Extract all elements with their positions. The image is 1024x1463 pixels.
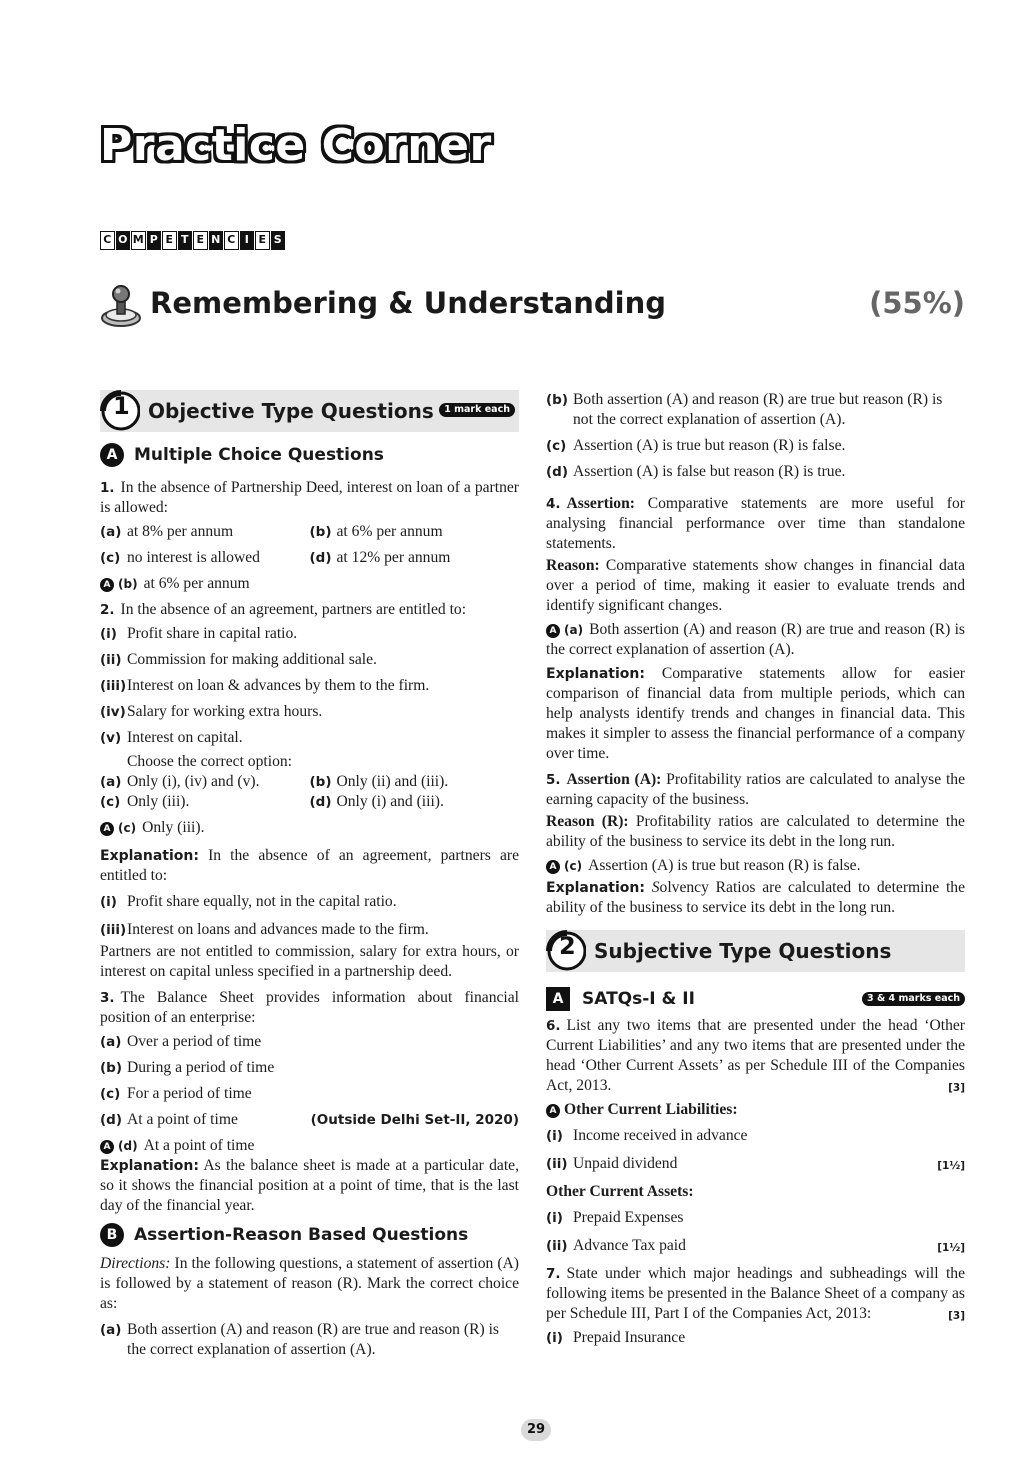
option (100, 1032, 519, 1052)
item-text: Unpaid dividend (573, 1155, 678, 1172)
option-text: Both assertion (A) and reason (R) are true but reason (R) is not the correct explanation of assertion (A). (573, 391, 943, 428)
options-row (100, 792, 519, 812)
explanation-label: Explanation: (100, 1158, 199, 1174)
item-text: Salary for working extra hours. (127, 703, 323, 720)
question-number: 2. (100, 602, 115, 618)
answer-tag: (c) (564, 859, 583, 873)
list-item (100, 702, 519, 722)
option-text: Only (i), (iv) and (v). (127, 773, 260, 790)
answer-text: Both assertion (A) and reason (R) are true and reason (R) is the correct explanation of assertion (A). (546, 621, 965, 658)
question-number: 4. (546, 496, 561, 512)
question-text: The Balance Sheet provides information about financial position of an enterprise: (100, 989, 519, 1026)
mcq-subheader (100, 442, 519, 468)
objective-section-header (100, 390, 519, 432)
satq-subheader (546, 986, 965, 1012)
marks-label: [3] (948, 1310, 965, 1322)
competency-letter: P (147, 231, 162, 250)
list-item (100, 624, 519, 644)
explanation-text: In the absence of an agreement, partners are entitled to: (100, 847, 519, 884)
question-text: List any two items that are presented under the head ‘Other Current Liabilities’ and any two items that are presented under the head ‘Other Current Assets’ as per Schedule III of the Companies Act, 2013. (546, 1017, 965, 1094)
item-text: Commission for making additional sale. (127, 651, 377, 668)
option-text: At a point of time (127, 1111, 238, 1128)
marks-badge: 1 mark each (439, 403, 515, 417)
answer-text: At a point of time (143, 1137, 255, 1154)
subsection-letter: B (100, 1223, 124, 1247)
option (100, 1084, 519, 1104)
competency-letter: T (178, 231, 193, 250)
item-text: Profit share in capital ratio. (127, 625, 298, 642)
marks-label: [1½] (937, 1160, 965, 1172)
question-number: 1. (100, 480, 115, 496)
competency-letter: M (131, 231, 146, 250)
subsection-letter: A (100, 443, 124, 467)
subsection-title: SATQs-I & II (582, 989, 695, 1009)
item-tag: (iii) (100, 678, 127, 694)
answer (546, 856, 965, 876)
competency-letter: E (162, 231, 177, 250)
section-number: 1 (113, 392, 130, 420)
answer (546, 620, 965, 660)
option-text: Only (i) and (iii). (336, 793, 444, 810)
answer-icon: A (546, 860, 560, 874)
answer-icon: A (546, 1104, 560, 1118)
reason-text: Profitability ratios are calculated to determine the ability of the business to service its debt in the long run. (546, 813, 965, 850)
question-4 (546, 494, 965, 554)
option-text: Assertion (A) is true but reason (R) is false. (573, 437, 846, 454)
explanation-label: Explanation: (546, 666, 645, 682)
option-tag: (a) (100, 774, 122, 790)
page-number: 29 (521, 1419, 551, 1441)
item-text: Advance Tax paid (573, 1237, 686, 1254)
question-source: (Outside Delhi Set-II, 2020) (310, 1112, 519, 1128)
option-tag: (b) (309, 524, 332, 540)
answer-icon: A (546, 624, 560, 638)
list-item (100, 676, 519, 696)
option-tag: (c) (100, 550, 121, 566)
item-text: Prepaid Expenses (573, 1209, 684, 1226)
options-row (100, 522, 519, 542)
option-tag: (a) (100, 1034, 122, 1050)
section-title: Subjective Type Questions (594, 939, 892, 963)
list-item (546, 1236, 965, 1258)
section-number-badge (100, 390, 140, 432)
option-text: Assertion (A) is false but reason (R) is true. (573, 463, 846, 480)
marks-label: [3] (948, 1082, 965, 1094)
answer-heading: Other Current Liabilities: (564, 1101, 738, 1118)
option-tag: (b) (100, 1060, 123, 1076)
option-tag: (c) (100, 794, 121, 810)
answer-tag: (c) (118, 821, 137, 835)
competency-letter: C (224, 231, 239, 250)
item-tag: (i) (546, 1128, 563, 1144)
option (546, 436, 965, 456)
answer (100, 574, 519, 594)
option-text: Both assertion (A) and reason (R) are true and reason (R) is the correct explanation of assertion (A). (127, 1321, 499, 1358)
explanation (100, 846, 519, 886)
answer-tag: (a) (564, 623, 584, 637)
option-tag: (a) (100, 524, 122, 540)
subjective-section-header (546, 930, 965, 972)
assertion-text: Profitability ratios are calculated to analyse the earning capacity of the business. (546, 771, 965, 808)
competency-letter: O (116, 231, 131, 250)
question-number: 3. (100, 990, 115, 1006)
option (546, 462, 965, 482)
assertion-reason-subheader (100, 1222, 519, 1248)
reason (546, 812, 965, 852)
question-1 (100, 478, 519, 518)
assertion-text: Comparative statements are more useful for analysing financial performance over time than standalone statements. (546, 495, 965, 552)
item-text: Interest on loans and advances made to the firm. (127, 921, 429, 938)
option (100, 1110, 519, 1130)
item-tag: (i) (546, 1330, 563, 1346)
competency-letter: E (193, 231, 208, 250)
option-tag: (d) (546, 464, 569, 480)
question-3 (100, 988, 519, 1028)
reason-label: Reason (R): (546, 813, 629, 830)
option-text: Over a period of time (127, 1033, 262, 1050)
option-text: Only (ii) and (iii). (336, 773, 449, 790)
competency-letter: N (209, 231, 224, 250)
question-text: State under which major headings and subheadings will the following items be presented in the Balance Sheet of a company as per Schedule III, Part I of the Companies Act, 2013: (546, 1265, 965, 1322)
competency-letter: S (271, 231, 286, 250)
brain-bulb-icon (100, 282, 142, 328)
answer-text: Assertion (A) is true but reason (R) is false. (588, 857, 861, 874)
option-tag: (b) (309, 774, 332, 790)
question-number: 7. (546, 1266, 561, 1282)
item-tag: (i) (546, 1210, 563, 1226)
assertion-label: Assertion (A): (566, 771, 662, 788)
competency-title: Remembering & Understanding (150, 286, 667, 320)
left-column (100, 390, 519, 1366)
competency-letter: C (100, 231, 115, 250)
assertion-label: Assertion: (566, 495, 635, 512)
item-text: Prepaid Insurance (573, 1329, 686, 1346)
option-tag: (d) (309, 550, 332, 566)
option-tag: (b) (546, 392, 569, 408)
item-text: Interest on loan & advances by them to the firm. (127, 677, 430, 694)
option-text: at 12% per annum (336, 549, 451, 566)
answer (100, 818, 519, 838)
answer-icon: A (100, 822, 114, 836)
reason (546, 556, 965, 616)
reason-text: Comparative statements show changes in financial data over a period of time, making it easier to evaluate trends and identify significant changes. (546, 557, 965, 614)
item-tag: (ii) (546, 1238, 568, 1254)
option-text: no interest is allowed (127, 549, 260, 566)
question-5 (546, 770, 965, 810)
item-text: Profit share equally, not in the capital ratio. (127, 893, 397, 910)
directions-text: In the following questions, a statement of assertion (A) is followed by a statement of reason (R). Mark the correct choice as: (100, 1255, 520, 1312)
marks-badge: 3 & 4 marks each (862, 992, 965, 1006)
subsection-letter: A (546, 987, 570, 1011)
directions-label: Directions: (100, 1255, 171, 1272)
item-text: Income received in advance (573, 1127, 748, 1144)
choose-instruction: Choose the correct option: (127, 753, 292, 770)
option-tag: (c) (546, 438, 567, 454)
practice-corner-title: Practice Corner (100, 120, 492, 171)
option (100, 1058, 519, 1078)
section-number-badge (546, 930, 586, 972)
competency-section-header (100, 282, 965, 328)
item-tag: (i) (100, 894, 117, 910)
marks-label: [1½] (937, 1242, 965, 1254)
answer-tag: (b) (118, 577, 138, 591)
question-number: 5. (546, 772, 561, 788)
question-6 (546, 1016, 965, 1096)
explanation-text: olvency Ratios are calculated to determine the ability of the business to service its debt in the long run. (546, 879, 965, 916)
question-text: In the absence of an agreement, partners are entitled to: (120, 601, 467, 618)
item-tag: (i) (100, 626, 117, 642)
question-7 (546, 1264, 965, 1324)
option-tag: (c) (100, 1086, 121, 1102)
item-tag: (iii) (100, 922, 127, 938)
question-number: 6. (546, 1018, 561, 1034)
answer (100, 1136, 519, 1156)
explanation-text: As the balance sheet is made at a particular date, so it shows the financial position at a point of time, that is the last day of the financial year. (100, 1157, 519, 1214)
competencies-badge (100, 231, 285, 250)
list-item (100, 650, 519, 670)
option-text: For a period of time (127, 1085, 252, 1102)
explanation-label: Explanation: (100, 848, 199, 864)
list-item (546, 1126, 965, 1146)
answer-text: at 6% per annum (143, 575, 250, 592)
item-tag: (ii) (100, 652, 122, 668)
list-item (100, 728, 519, 748)
item-text: Interest on capital. (127, 729, 243, 746)
question-2 (100, 600, 519, 620)
option-text: at 6% per annum (336, 523, 443, 540)
competency-letter: I (240, 231, 255, 250)
list-item (100, 920, 519, 940)
answer (546, 1100, 965, 1120)
section-title: Objective Type Questions (148, 399, 434, 423)
option-text: During a period of time (127, 1059, 275, 1076)
explanation-text: Comparative statements allow for easier comparison of financial data from multiple periods, which can help analysts identify trends and changes in financial data. This makes it simpler to assess the financial performance of a company over time. (546, 665, 965, 762)
answer-icon: A (100, 578, 114, 592)
explanation-initial: S (651, 879, 660, 896)
explanation (546, 664, 965, 764)
section-number: 2 (559, 932, 576, 960)
options-row (100, 772, 519, 792)
competency-letter: E (255, 231, 270, 250)
option-text: Only (iii). (127, 793, 190, 810)
list-item (546, 1328, 965, 1348)
option (546, 390, 965, 430)
right-column (546, 390, 965, 1354)
item-tag: (iv) (100, 704, 126, 720)
options-row (100, 548, 519, 568)
explanation (100, 1156, 519, 1216)
explanation-text: Partners are not entitled to commission, salary for extra hours, or interest on capital unless specified in a partnership deed. (100, 943, 519, 980)
subsection-title: Multiple Choice Questions (134, 445, 384, 465)
item-tag: (v) (100, 730, 122, 746)
competency-percentage: (55%) (869, 286, 965, 320)
explanation-label: Explanation: (546, 880, 645, 896)
option-tag: (a) (100, 1322, 122, 1338)
answer-text: Only (iii). (142, 819, 205, 836)
list-item (100, 892, 519, 912)
option-tag: (d) (309, 794, 332, 810)
list-item (546, 1154, 965, 1176)
list-item (546, 1208, 965, 1228)
answer-tag: (d) (118, 1139, 138, 1153)
explanation (546, 878, 965, 918)
answer-icon: A (100, 1140, 114, 1154)
answer-heading: Other Current Assets: (546, 1183, 694, 1200)
option (100, 1320, 519, 1360)
question-text: In the absence of Partnership Deed, interest on loan of a partner is allowed: (100, 479, 519, 516)
reason-label: Reason: (546, 557, 600, 574)
directions (100, 1254, 519, 1314)
option-text: at 8% per annum (127, 523, 234, 540)
option-tag: (d) (100, 1112, 123, 1128)
subsection-title: Assertion-Reason Based Questions (134, 1225, 469, 1245)
item-tag: (ii) (546, 1156, 568, 1172)
